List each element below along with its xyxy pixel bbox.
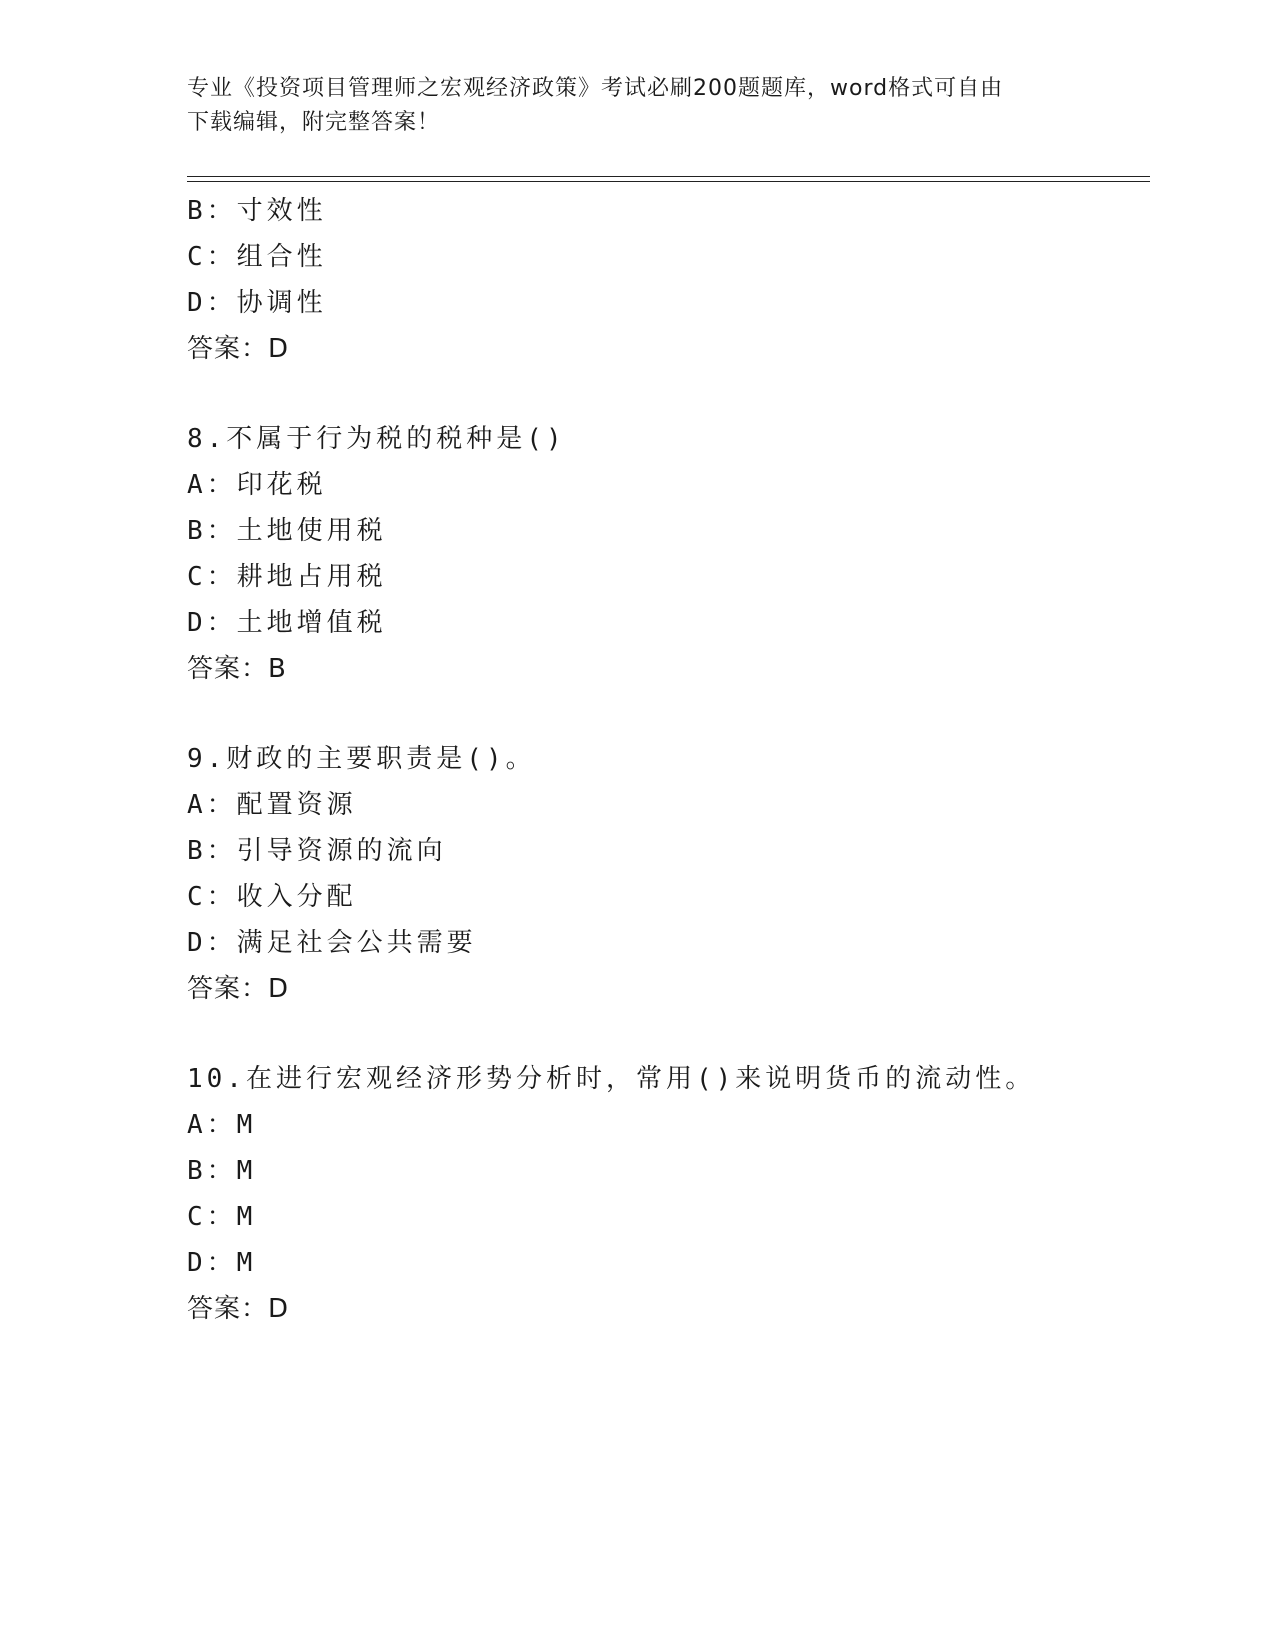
question-block-10 — [187, 1056, 1147, 1332]
option-d: D：满足社会公共需要 — [187, 928, 477, 958]
option-c: C：组合性 — [187, 242, 327, 272]
option-c: C：M — [187, 1202, 257, 1232]
header-line-1: 专业《投资项目管理师之宏观经济政策》考试必刷200题题库，word格式可自由 — [187, 76, 1004, 101]
header-divider-bottom — [187, 181, 1150, 182]
header-divider-top — [187, 176, 1150, 177]
option-c: C：收入分配 — [187, 882, 357, 912]
option-a: A：印花税 — [187, 470, 327, 500]
option-b: B：土地使用税 — [187, 516, 387, 546]
answer-line: 答案：B — [187, 654, 287, 684]
spacer — [187, 372, 1147, 416]
question-list — [187, 188, 1147, 1332]
option-d: D：协调性 — [187, 288, 327, 318]
question-block-8 — [187, 416, 1147, 692]
option-b: B：引导资源的流向 — [187, 836, 447, 866]
question-stem: 9.财政的主要职责是()。 — [187, 744, 536, 774]
question-stem: 10.在进行宏观经济形势分析时，常用()来说明货币的流动性。 — [187, 1064, 1036, 1094]
answer-line: 答案：D — [187, 334, 290, 364]
option-a: A：M — [187, 1110, 257, 1140]
question-stem: 8.不属于行为税的税种是() — [187, 424, 566, 454]
question-block-partial — [187, 188, 1147, 372]
header-line-2: 下载编辑，附完整答案！ — [187, 110, 441, 135]
question-block-9 — [187, 736, 1147, 1012]
option-b: B：M — [187, 1156, 257, 1186]
option-a: A：配置资源 — [187, 790, 357, 820]
option-c: C：耕地占用税 — [187, 562, 387, 592]
option-d: D：土地增值税 — [187, 608, 387, 638]
spacer — [187, 1012, 1147, 1056]
answer-line: 答案：D — [187, 1294, 290, 1324]
document-header — [187, 72, 1067, 140]
option-b: B：寸效性 — [187, 196, 327, 226]
answer-line: 答案：D — [187, 974, 290, 1004]
spacer — [187, 692, 1147, 736]
option-d: D：M — [187, 1248, 257, 1278]
